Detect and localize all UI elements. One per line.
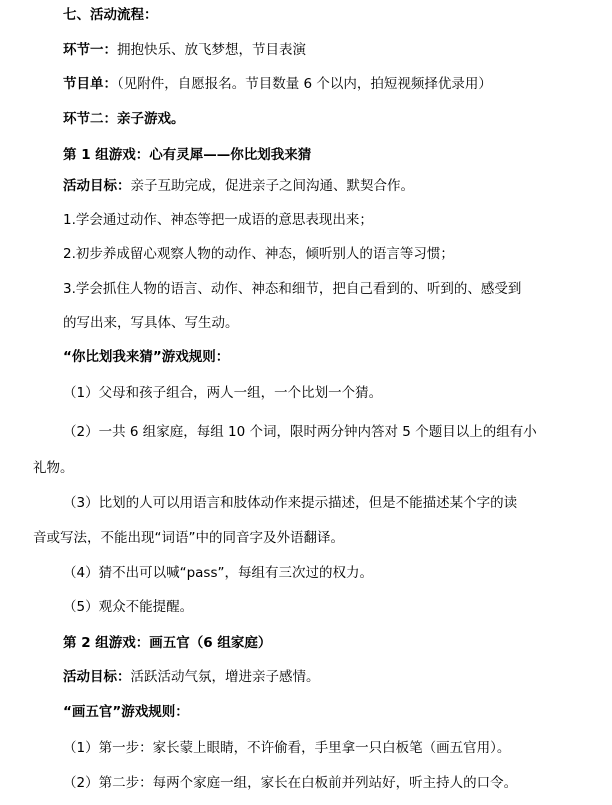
segment1-label: 环节一：: [63, 42, 117, 58]
game2-rules-title: “画五官”游戏规则：: [63, 704, 189, 720]
game1-goal-item: 1.学会通过动作、神态等把一成语的意思表现出来；: [63, 212, 373, 228]
game1-rules-title: “你比划我来猜”游戏规则：: [63, 349, 230, 365]
segment1-line: [63, 41, 306, 59]
section-title: 七、活动流程：: [63, 7, 158, 23]
game1-goal-item: 的写出来，写具体、写生动。: [63, 315, 239, 331]
game2-goal-text: 活跃活动气氛，增进亲子感情。: [130, 669, 320, 685]
game1-rule: （4）猜不出可以喊“pass”，每组有三次过的权力。: [63, 565, 373, 581]
game1-goal-line: [63, 177, 414, 195]
game1-rule: （5）观众不能提醒。: [63, 599, 194, 615]
program-list-text: （见附件，自愿报名。节目数量 6 个以内，拍短视频择优录用）: [117, 76, 492, 92]
game1-title: 第 1 组游戏：心有灵犀——你比划我来猜: [63, 147, 312, 163]
game1-rule: （1）父母和孩子组合，两人一组，一个比划一个猜。: [63, 385, 383, 401]
game1-goal-item: 2.初步养成留心观察人物的动作、神态，倾听别人的语言等习惯；: [63, 246, 454, 262]
game1-goal-item: 3.学会抓住人物的语言、动作、神态和细节，把自己看到的、听到的、感受到: [63, 281, 522, 297]
segment2-line: [63, 110, 185, 128]
game1-rule-cont: 音或写法，不能出现“词语”中的同音字及外语翻译。: [33, 530, 344, 546]
segment2-text: 亲子游戏。: [117, 111, 185, 127]
game1-rule: （3）比划的人可以用语言和肢体动作来提示描述，但是不能描述某个字的读: [63, 495, 518, 511]
game2-title: 第 2 组游戏：画五官（6 组家庭）: [63, 635, 272, 651]
game2-rule: （2）第二步：每两个家庭一组，家长在白板前并列站好，听主持人的口令。: [63, 775, 518, 791]
game1-rule: （2）一共 6 组家庭，每组 10 个词，限时两分钟内答对 5 个题目以上的组有小: [63, 424, 537, 440]
game2-goal-label: 活动目标：: [63, 669, 131, 685]
game1-goal-text: 亲子互助完成，促进亲子之间沟通、默契合作。: [130, 178, 414, 194]
game2-goal-line: [63, 668, 320, 686]
segment2-label: 环节二：: [63, 111, 117, 127]
game1-rule-cont: 礼物。: [33, 460, 74, 476]
game1-goal-label: 活动目标：: [63, 178, 131, 194]
program-list-label: 节目单：: [63, 76, 117, 92]
program-list-line: [63, 75, 492, 93]
segment1-text: 拥抱快乐、放飞梦想，节目表演: [117, 42, 306, 58]
game2-rule: （1）第一步：家长蒙上眼睛，不许偷看，手里拿一只白板笔（画五官用）。: [63, 740, 511, 756]
